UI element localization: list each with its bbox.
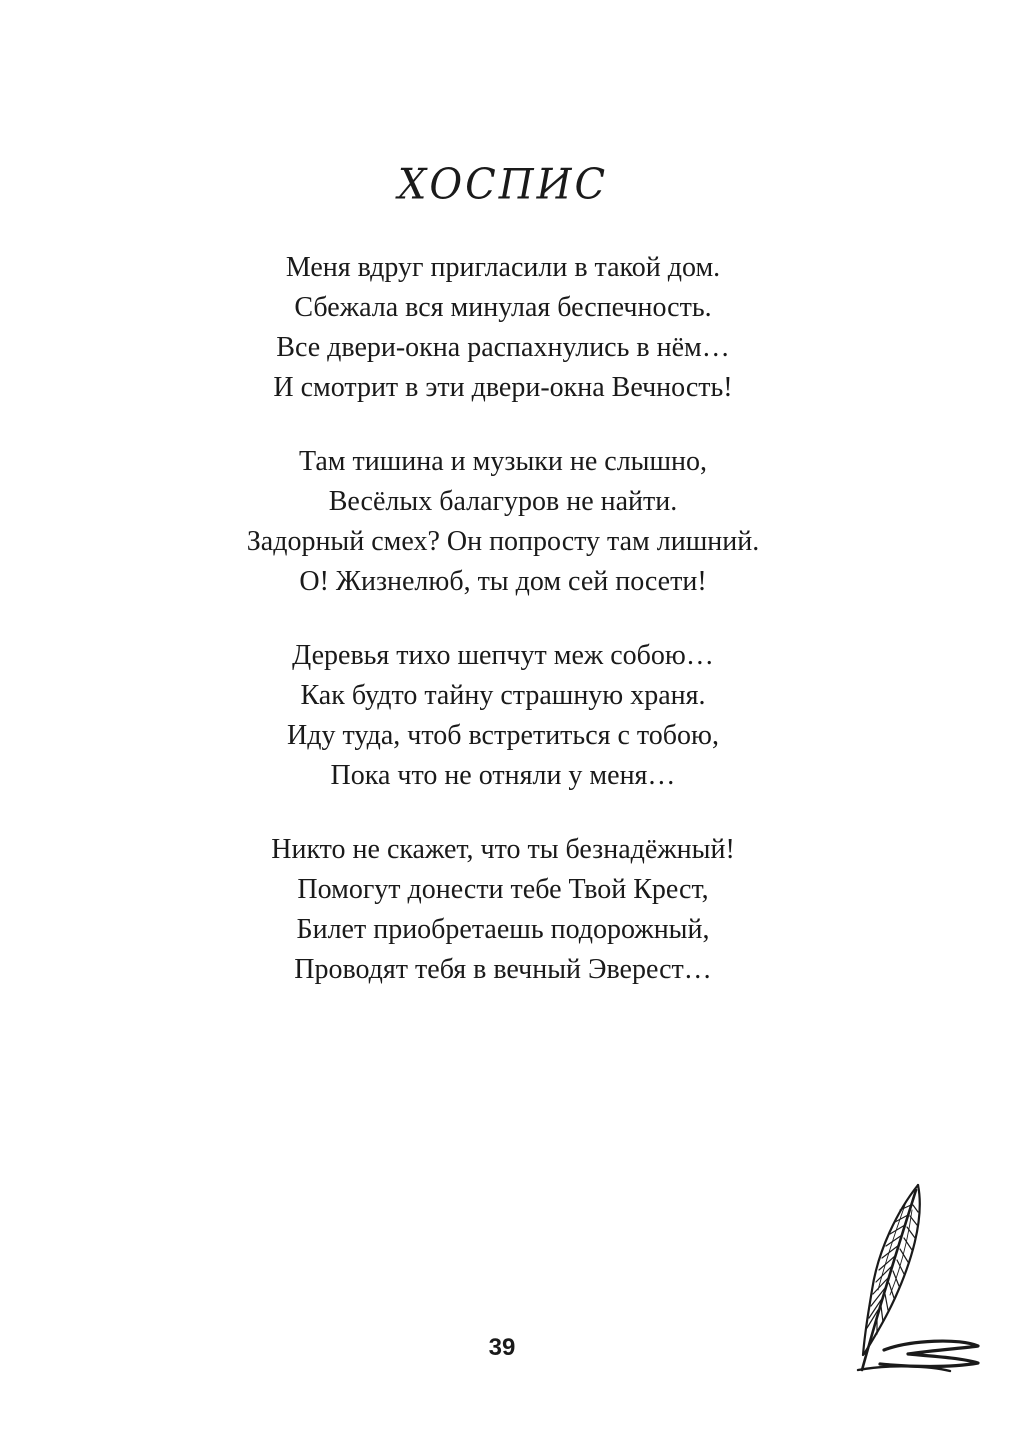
poem-line: Как будто тайну страшную храня. (300, 680, 706, 711)
poem-line: Пока что не отняли у меня… (330, 760, 676, 791)
stanza-1 (0, 248, 1006, 408)
poem-line: Билет приобретаешь подорожный, (296, 914, 710, 945)
poem-line: Задорный смех? Он попросту там лишний. (246, 526, 760, 557)
poem-line: Все двери-окна распахнулись в нём… (276, 332, 730, 363)
poem-line: Меня вдруг пригласили в такой дом. (285, 252, 721, 283)
quill-pen-icon (850, 1180, 1000, 1380)
poem-line: Проводят тебя в вечный Эверест… (294, 954, 712, 985)
poem-line: Весёлых балагуров не найти. (328, 486, 678, 517)
stanza-3 (0, 636, 1006, 796)
poem-line: Помогут донести тебе Твой Крест, (297, 874, 709, 905)
poem-line: Сбежала вся минулая беспечность. (294, 292, 712, 323)
poem-line: Никто не скажет, что ты безнадёжный! (271, 834, 735, 865)
poem-title: ХОСПИС (397, 160, 609, 210)
stanza-2 (0, 442, 1006, 602)
poem-line: Там тишина и музыки не слышно, (298, 446, 708, 477)
poem-line: Иду туда, чтоб встретиться с тобою, (287, 720, 719, 751)
poem-body (0, 248, 1006, 1024)
poem-line: И смотрит в эти двери-окна Вечность! (273, 372, 733, 403)
page-number: 39 (488, 1334, 516, 1361)
poem-line: О! Жизнелюб, ты дом сей посети! (299, 566, 707, 597)
poem-line: Деревья тихо шепчут меж собою… (292, 640, 714, 671)
stanza-4 (0, 830, 1006, 990)
